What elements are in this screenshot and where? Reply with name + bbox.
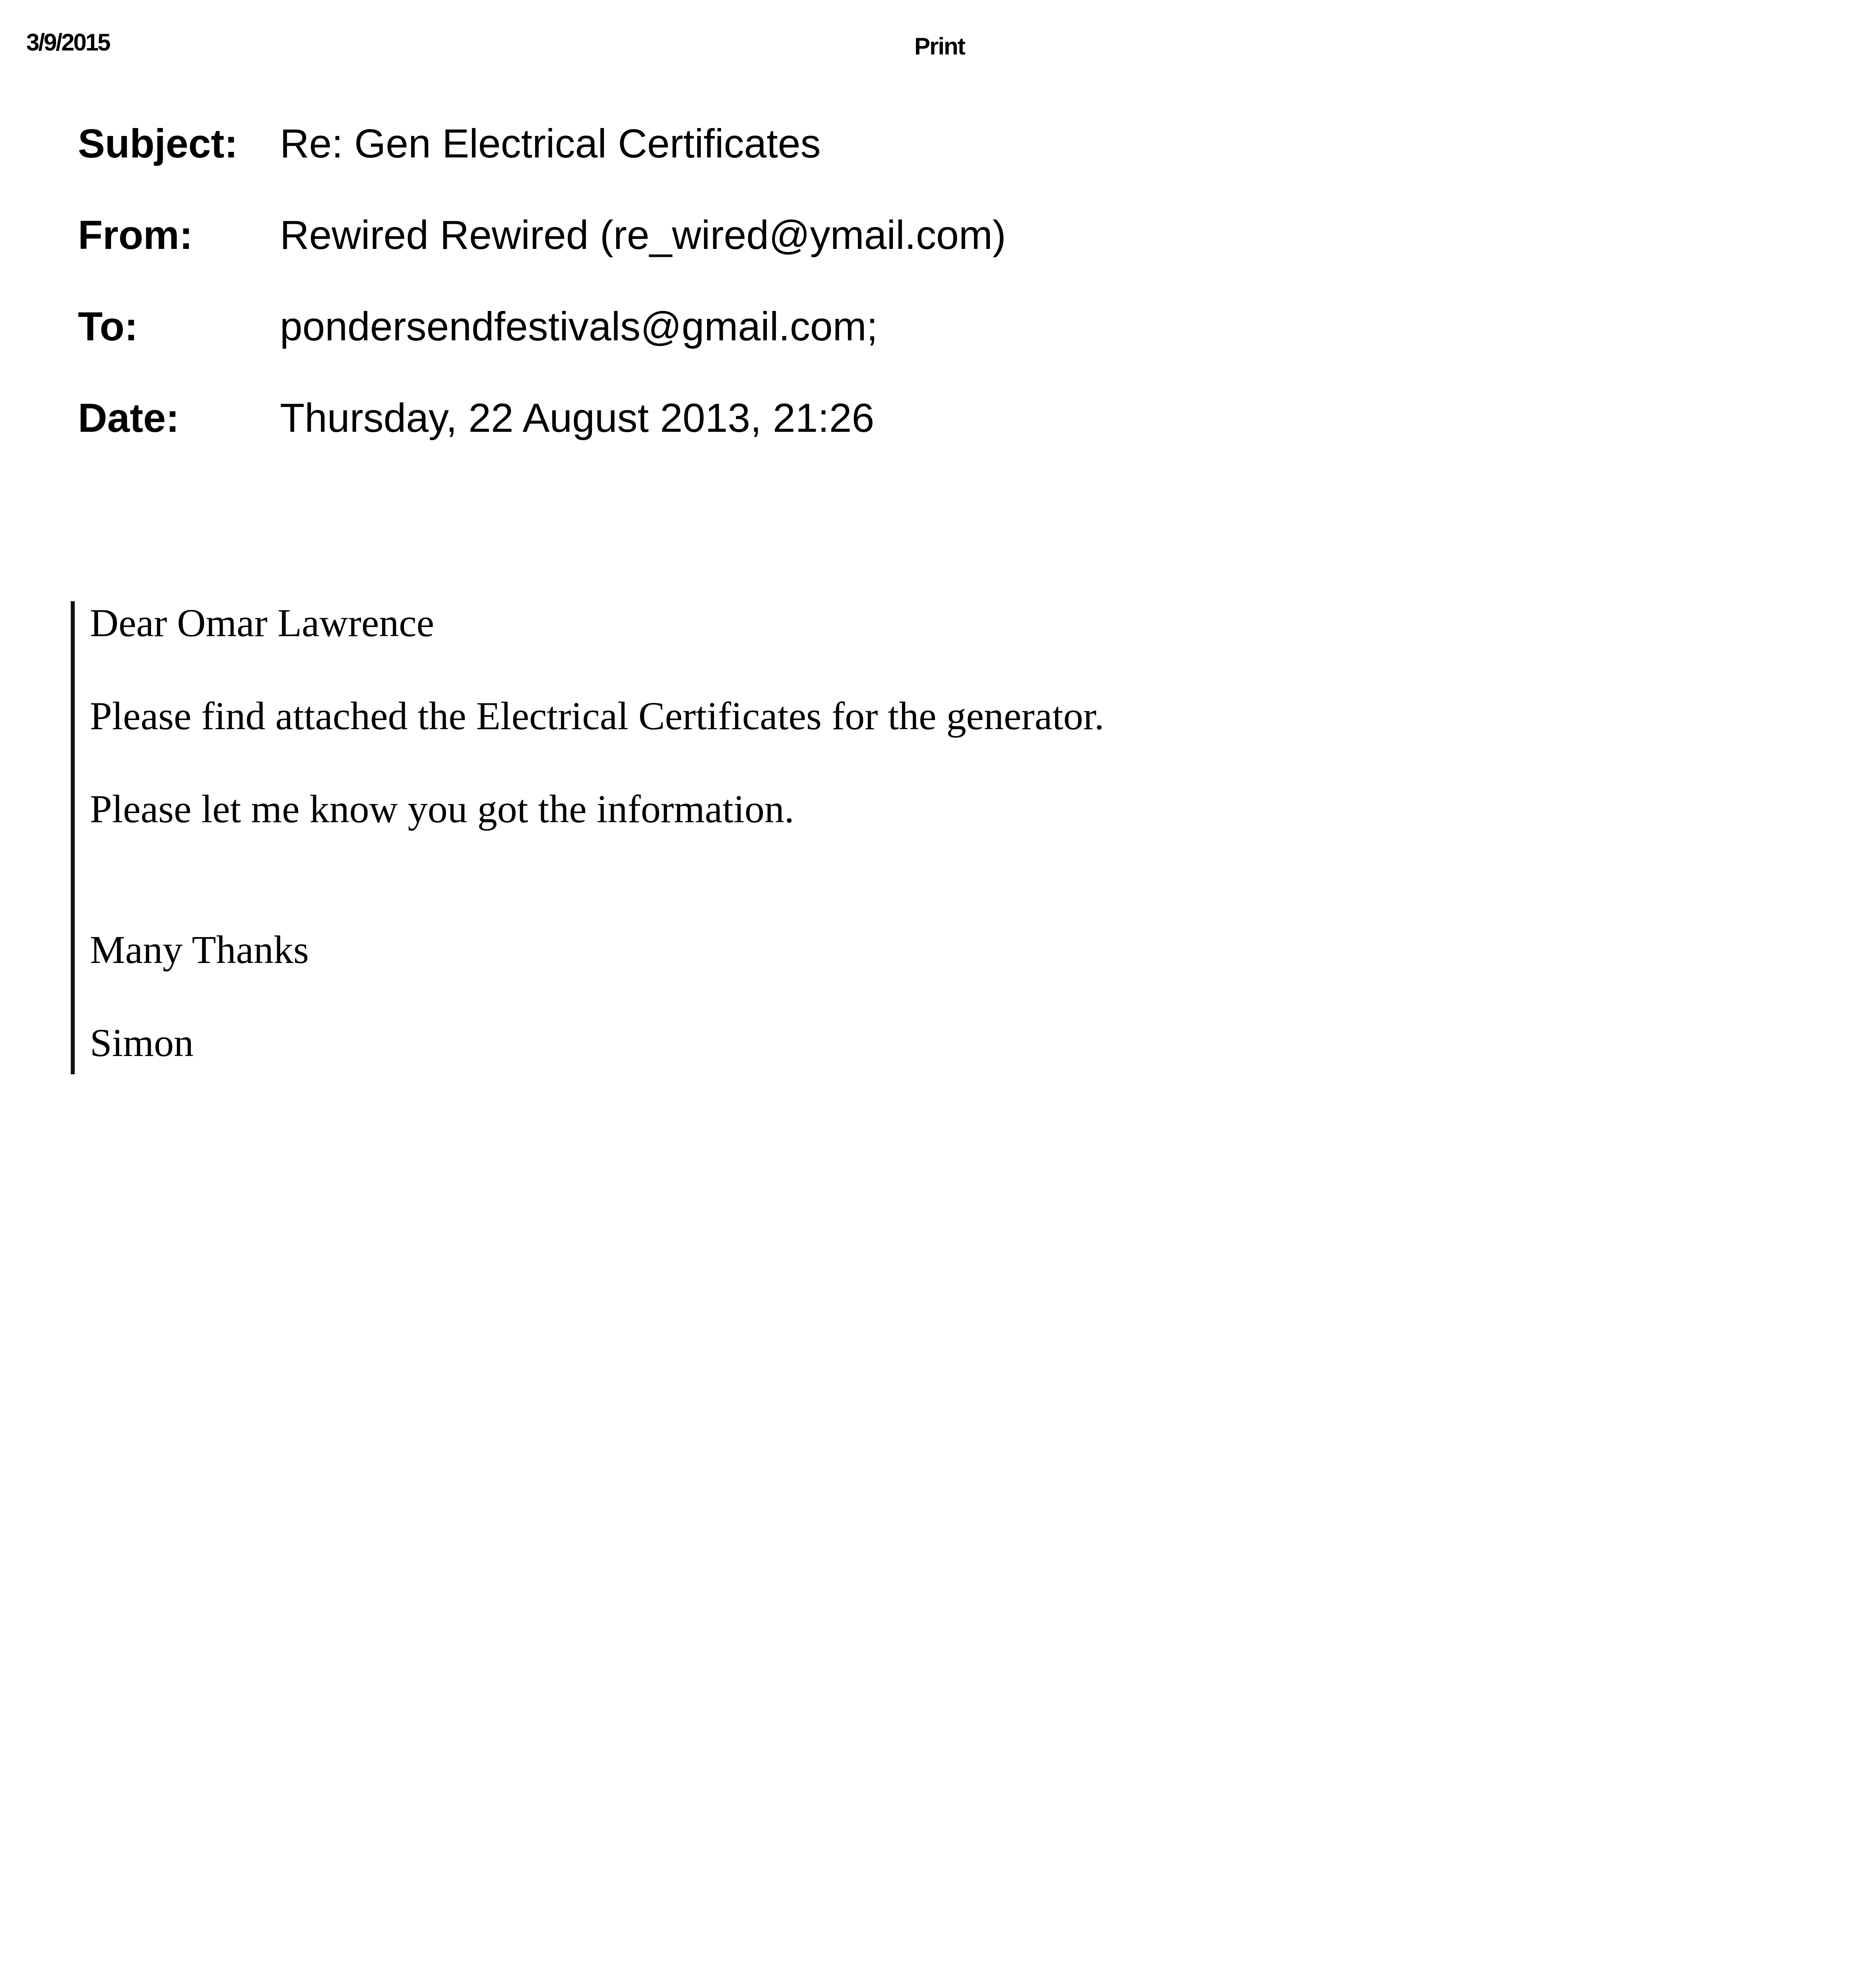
from-row xyxy=(78,209,1748,301)
body-line-confirm: Please let me know you got the information. xyxy=(90,787,794,831)
greeting: Dear Omar Lawrence xyxy=(90,601,435,645)
date-value: Thursday, 22 August 2013, 21:26 xyxy=(280,395,875,441)
body-line-attachment: Please find attached the Electrical Certificates for the generator. xyxy=(90,694,1104,738)
subject-value: Re: Gen Electrical Certificates xyxy=(280,121,821,166)
email-body xyxy=(71,597,1502,1074)
subject-row xyxy=(78,118,1748,209)
subject-label: Subject: xyxy=(78,121,238,166)
date-row xyxy=(78,392,1748,483)
print-title: Print xyxy=(914,33,965,60)
signature: Simon xyxy=(90,1021,194,1065)
to-value: pondersendfestivals@gmail.com; xyxy=(280,304,878,349)
quote-bar xyxy=(71,601,75,1074)
to-row xyxy=(78,301,1748,392)
from-label: From: xyxy=(78,212,193,258)
print-date: 3/9/2015 xyxy=(26,29,110,56)
date-label: Date: xyxy=(78,395,180,441)
to-label: To: xyxy=(78,304,138,349)
email-headers xyxy=(78,118,1748,483)
closing: Many Thanks xyxy=(90,928,309,972)
from-value: Rewired Rewired (re_wired@ymail.com) xyxy=(280,212,1006,258)
